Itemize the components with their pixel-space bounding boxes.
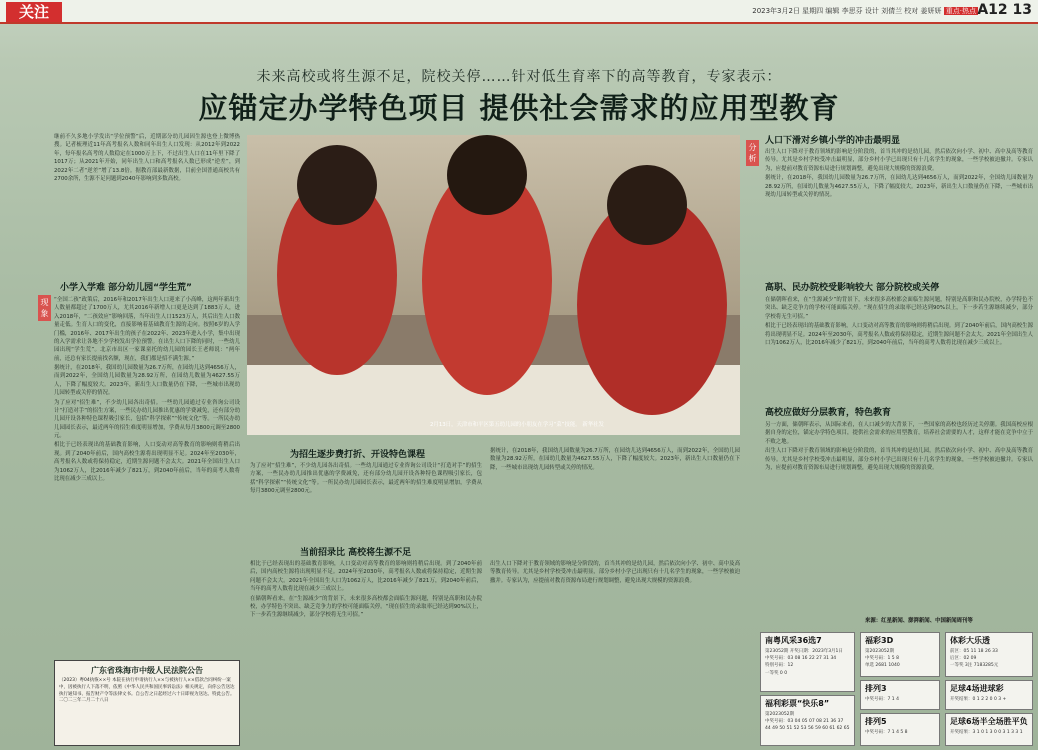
lottery-line: 中奖号码：1 5 8 xyxy=(865,656,899,662)
lottery-line: 开奖结果：0 1 2 2 0 0 3 + xyxy=(950,697,1007,702)
section1-paragraph-3: 为了应对“招生难”，不少幼儿园各出奇招。一些幼儿园通过专业咨询公司设计“打造对手”的招生方案，一些民办幼儿园推出优惠的学费减免，还有部分幼儿园开设各种特色课程吸引家长，包括“科学探索”“传统文化”等。一所民办幼儿园园长表示，最近两年的招生难度明显增加，学费从每月3800元调至2800元。 xyxy=(54,399,240,439)
lottery-title: 福利彩票“快乐8” xyxy=(765,699,830,708)
section4-text xyxy=(765,148,1033,278)
section6-paragraph-2: 出生人口下降对于教育领域的影响是分阶段的，首当其冲的是幼儿园，然后依次向小学、初中、高中及高等教育传导。尤其是乡村学校受冲击最明显，部分乡村小学已出现只有十几名学生的现象，一些学校被迫撤并。专家认为，应提前对教育资源布局进行规划调整，避免出现大规模的资源浪费。 xyxy=(765,448,1033,471)
section5-text xyxy=(765,296,1033,396)
section2-paragraph: 为了应对“招生难”，不少幼儿园各出奇招。一些幼儿园通过专业咨询公司设计“打造对手”的招生方案，一些民办幼儿园推出优惠的学费减免，还有部分幼儿园开设各种特色课程吸引家长，包括“科学探索”“传统文化”等。一所民办幼儿园园长表示，最近两年的招生难度明显增加，学费从每月3800元调至2800元。 xyxy=(250,463,482,495)
section3-paragraph: 相比于已经表现出的基础教育影响，人口变动对高等教育的影响则将稍后出现。到了2040年前后，国内高校生源将出现明显不足。2024年至2030年，高考报名人数或将保持稳定，近期生源问题不会太大。2021年全国出生人口为1062万人，比2016年减少了821万，到2040年前后，当年的高考人数将比现在减少三成以上。 xyxy=(250,561,482,593)
section2-paragraph-2: 据统计，在2018年，我国幼儿园数量为26.7万所，在园幼儿达到4656万人，而到2022年，全国幼儿园数量为28.92万所，在园幼儿数量为4627.55万人，下降了幅度较大。2023年，新出生人口数量仍在下降，一些城市出现幼儿园转型或关停的情况。 xyxy=(490,448,740,471)
lottery-title: 排列3 xyxy=(865,684,887,693)
article-subtitle: 未来高校或将生源不足，院校关停……针对低生育率下的高等教育，专家表示： xyxy=(256,69,782,85)
article-headline: 应锚定办学特色项目 提供社会需求的应用型教育 xyxy=(198,91,840,125)
section1-paragraph-2: 据统计，在2018年，我国幼儿园数量为26.7万所，在园幼儿达到4656万人，而到2022年，全国幼儿园数量为28.92万所，在园幼儿数量为4627.55万人，下降了幅度较大。2023年，新出生人口数量仍在下降，一些城市出现幼儿园转型或关停的情况。 xyxy=(54,365,240,397)
lottery-block-2 xyxy=(860,632,940,677)
photo-child-1-head xyxy=(297,145,377,225)
section5-title: 高职、民办院校受影响较大 部分院校或关停 xyxy=(765,283,940,293)
lottery-title: 足球6场半全场胜平负 xyxy=(950,717,1028,726)
section6-paragraph: 另一方面，储朝晖表示，从国际来看，在人口减少的大背景下，一些国家的高校也经历过关停潮。我国高校应根据自身的定位，锚定办学特色项目，提供社会需求的应用型教育，培养社会需要的人才，这样才能在竞争中立于不败之地。 xyxy=(765,422,1033,445)
lottery-line: 特别号码：12 xyxy=(765,663,794,669)
section6-title: 高校应做好分层教育，特色教育 xyxy=(765,408,892,418)
lottery-title: 足球4场进球彩 xyxy=(950,684,1004,693)
lottery-line: 开奖结果：3 1 0 1 3 0 0 3 1 3 3 1 xyxy=(950,730,1023,735)
photo-caption: 2月13日，天津市和平区第五幼儿园的小朋友在学习“菜”技能。 新华社发 xyxy=(430,422,604,428)
section1-paragraph: “全国二孩”政策后，2016年和2017年出生人口迎来了小高峰，这两年新出生人数量都超过了1700万人，尤其2016年新增人口更是达到了1883万人，进入2018年，“二孩效应”影响回落，当年出生人口1523万人，其后出生人口数量走低。生育人口的变化，直接影响着基础教育生源的走向。按照6岁的入学门槛，2016年、2017年出生的孩子在2022年、2023年进入小学，集中出现的入学需求让各地不少学校发出学位预警。在出生人口下降的同时，一些幼儿园出现“学生荒”。北京市出区一家课童托的幼儿园的园长王老师说：“两年前，还总有家长提前找名额，现在，我们都是招不满生源。” xyxy=(54,297,240,362)
lottery-block-4 xyxy=(860,713,940,746)
lottery-block-7 xyxy=(945,713,1033,746)
section3-text-2 xyxy=(490,560,740,630)
header-meta xyxy=(752,6,978,16)
lottery-line: 第23052期 开奖日期：2023年3月1日 xyxy=(765,649,843,654)
lottery-line: 一等奖 3注 7183285元 xyxy=(950,663,999,669)
lottery-line: 第2023052期 xyxy=(765,712,795,717)
section-marker: 现象 xyxy=(38,295,51,321)
section2-title: 为招生逐步费打折、开设特色课程 xyxy=(290,450,426,460)
section-tag: 关注 xyxy=(6,2,62,22)
lottery-line: 中奖号码：7 1 4 5 8 xyxy=(865,730,908,735)
section3-paragraph-2: 在储朝晖看来，在“生源减少”的背景下，未来很多高校都会面临生源问题，特别是高职和民办院校，办学特色不突出、缺乏竞争力的学校可能面临关停。“现在招生的录取率已经达到90%以上，下一步若生源继续减少，部分学校将无生可招。” xyxy=(250,595,482,619)
lottery-line: 后区：02 09 xyxy=(950,656,977,662)
section4-paragraph-2: 据统计，在2018年，我国幼儿园数量为26.7万所，在园幼儿达到4656万人，而到2022年，全国幼儿园数量为28.92万所，在园幼儿数量为4627.55万人，下降了幅度较大。2023年，新出生人口数量仍在下降，一些城市出现幼儿园转型或关停的情况。 xyxy=(765,175,1033,198)
lottery-block-5 xyxy=(945,632,1033,677)
lottery-block-3 xyxy=(860,680,940,710)
section6-text xyxy=(765,421,1033,613)
lottery-line: 一等奖 0 0 xyxy=(765,670,788,676)
lottery-line: 中奖号码：7 1 4 xyxy=(865,697,899,702)
section4-paragraph: 出生人口下降对于教育领域的影响是分阶段的，首当其冲的是幼儿园，然后依次向小学、初中、高中及高等教育传导。尤其是乡村学校受冲击最明显，部分乡村小学已出现只有十几名学生的现象，一些学校被迫撤并。专家认为，应提前对教育资源布局进行规划调整，避免出现大规模的资源浪费。 xyxy=(765,149,1033,172)
lottery-line: 中奖号码：03 08 16 22 27 31 34 xyxy=(765,656,837,662)
analysis-marker: 分析 xyxy=(746,140,759,166)
lottery-line: 单选 2681 1040 xyxy=(865,663,900,669)
court-notice xyxy=(54,660,240,746)
section2-text-2 xyxy=(490,447,740,547)
section5-paragraph-2: 相比于已经表现出的基础教育影响，人口变动对高等教育的影响则将稍后出现。到了2040年前后，国内高校生源将出现明显不足。2024年至2030年，高考报名人数或将保持稳定，近期生源问题不会太大。2021年全国出生人口为1062万人，比2016年减少了821万，到2040年前后，当年的高考人数将比现在减少三成以上。 xyxy=(765,323,1033,346)
article-byline: 来源：红星新闻、澎湃新闻、中国新闻周刊等 xyxy=(865,618,973,624)
lottery-block-8 xyxy=(760,695,855,746)
article-photo xyxy=(247,135,740,435)
intro-paragraph: 继前不久多地小学发出“学位预警”后，近期部分幼儿园因生源也登上微博热搜。记者梳理近11年高考报名人数和同年出生人口发现：从2012年到2022年，每年报名高考的人数稳定在1000万上下，不过出生人口在11年里下降了1017万；从2021年开始，同年出生人口和高考报名人数已形成“逆差”，到2022年二者“逆差”增了13.8倍。据教育部最新数据，目前全国普通高校共有2700余所，生源不足问题到2040年影响到多数高校。 xyxy=(54,134,240,182)
lottery-line: 中奖号码：03 04 05 07 08 21 36 37 44 49 50 51 52 53 56 59 60 61 62 65 xyxy=(765,719,850,732)
court-notice-body: （2023）粤04执恢××号 本院在执行申请执行人××与被执行人××借款合同纠纷一案中，因被执行人下落不明，依照《中华人民共和国民事诉讼法》相关规定，向你公告送达执行通知书、报告财产令等法律文书。自公告之日起经过六十日即视为送达。特此公告。二〇二三年二月二十八日 xyxy=(59,678,235,704)
lottery-line: 第2023052期 xyxy=(865,649,895,654)
lottery-block-6 xyxy=(945,680,1033,710)
lottery-title: 南粤风采36选7 xyxy=(765,636,822,645)
lottery-title: 体彩大乐透 xyxy=(950,636,990,645)
section3-paragraph-3: 出生人口下降对于教育领域的影响是分阶段的，首当其冲的是幼儿园，然后依次向小学、初中、高中及高等教育传导。尤其是乡村学校受冲击最明显，部分乡村小学已出现只有十几名学生的现象，一些学校被迫撤并。专家认为，应提前对教育资源布局进行规划调整，避免出现大规模的资源浪费。 xyxy=(490,561,740,584)
lottery-title: 福彩3D xyxy=(865,636,894,645)
section1-paragraph-4: 相比于已经表现出的基础教育影响，人口变动对高等教育的影响则将稍后出现。到了2040年前后，国内高校生源将出现明显不足。2024年至2030年，高考报名人数或将保持稳定，近期生源问题不会太大。2021年全国出生人口为1062万人，比2016年减少了821万，到2040年前后，当年的高考人数将比现在减少三成以上。 xyxy=(54,442,240,482)
intro-text xyxy=(54,133,240,243)
photo-child-2-head xyxy=(447,135,527,215)
lottery-line: 前区：05 11 18 26 33 xyxy=(950,649,998,654)
section3-title: 当前招录比 高校将生源不足 xyxy=(300,548,412,558)
section3-text xyxy=(250,560,482,746)
lottery-block-1 xyxy=(760,632,855,692)
section5-paragraph: 在储朝晖看来，在“生源减少”的背景下，未来很多高校都会面临生源问题，特别是高职和民办院校，办学特色不突出、缺乏竞争力的学校可能面临关停。“现在招生的录取率已经达到90%以上，下一步若生源继续减少，部分学校将无生可招。” xyxy=(765,297,1033,320)
section4-title: 人口下滑对乡镇小学的冲击最明显 xyxy=(765,136,901,146)
lottery-title: 排列5 xyxy=(865,717,887,726)
section2-text xyxy=(250,462,482,547)
photo-child-3-head xyxy=(607,165,687,245)
issue-info: 2023年3月2日 星期四 编辑 李思芬 设计 刘倩兰 校对 姜妍妍 xyxy=(752,7,942,15)
page-number: A12 13 xyxy=(977,2,1032,18)
section-badge: 重点·热点 xyxy=(945,7,976,15)
court-notice-title: 广东省珠海市中级人民法院公告 xyxy=(91,666,203,675)
section1-text xyxy=(54,296,240,651)
page-header xyxy=(0,0,1038,24)
section1-title: 小学入学难 部分幼儿园“学生荒” xyxy=(60,283,192,293)
